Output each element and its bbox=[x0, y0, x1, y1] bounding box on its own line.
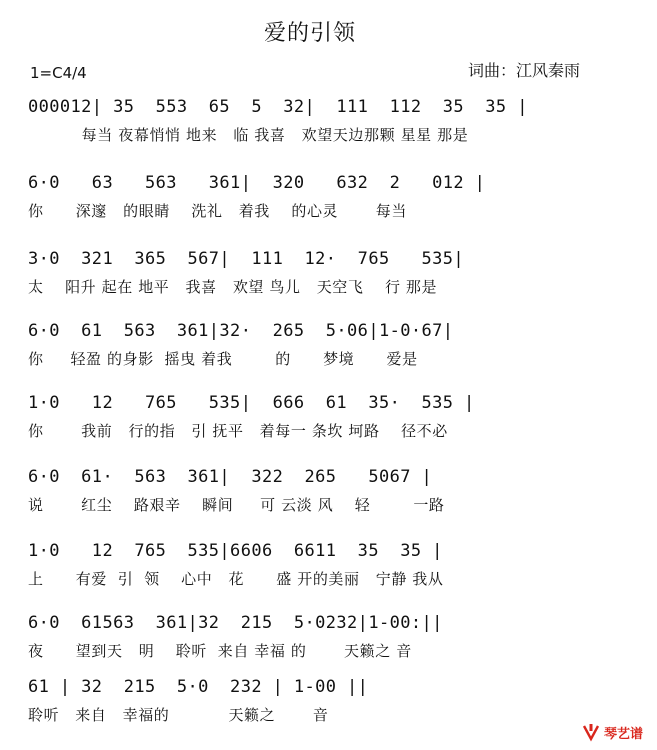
lyric-line: 夜 望到天 明 聆听 来自 幸福 的 天籁之 音 bbox=[28, 642, 412, 660]
notes-line: 6·0 63 563 361| 320 632 2 012 | bbox=[28, 173, 486, 193]
lyric-line: 你 轻盈 的身影 摇曳 着我 的 梦境 爱是 bbox=[28, 350, 418, 368]
lyric-line: 聆听 来自 幸福的 天籁之 音 bbox=[28, 706, 329, 724]
lyric-line: 你 我前 行的指 引 抚平 着每一 条坎 坷路 径不必 bbox=[28, 422, 448, 440]
piano-key-icon bbox=[581, 722, 601, 742]
site-logo bbox=[581, 722, 643, 742]
notes-line: 61 | 32 215 5·0 232 | 1-00 || bbox=[28, 677, 369, 697]
credit-line: 词曲：江风秦雨 bbox=[468, 61, 581, 80]
notes-line: 3·0 321 365 567| 111 12· 765 535| bbox=[28, 249, 465, 269]
lyric-line: 说 红尘 路艰辛 瞬间 可 云淡 风 轻 一路 bbox=[28, 496, 445, 514]
score-row-6 bbox=[0, 462, 657, 538]
logo-text: 琴艺谱 bbox=[603, 726, 643, 742]
notes-line: 000012| 35 553 65 5 32| 111 112 35 35 | bbox=[28, 97, 528, 117]
score-row-5 bbox=[0, 388, 657, 464]
score-row-7 bbox=[0, 536, 657, 612]
lyric-line: 太 阳升 起在 地平 我喜 欢望 鸟儿 天空飞 行 那是 bbox=[28, 278, 438, 296]
notes-line: 6·0 61 563 361|32· 265 5·06|1-0·67| bbox=[28, 321, 454, 341]
score-row-9 bbox=[0, 672, 657, 748]
notes-line: 1·0 12 765 535|6606 6611 35 35 | bbox=[28, 541, 443, 561]
key-signature: 1=C4/4 bbox=[30, 64, 87, 82]
lyric-line: 上 有爱 引 领 心中 花 盛 开的美丽 宁静 我从 bbox=[28, 570, 444, 588]
score-row-2 bbox=[0, 168, 657, 244]
notes-line: 6·0 61· 563 361| 322 265 5067 | bbox=[28, 467, 433, 487]
notes-line: 1·0 12 765 535| 666 61 35· 535 | bbox=[28, 393, 475, 413]
lyric-line: 你 深邃 的眼睛 洗礼 着我 的心灵 每当 bbox=[28, 202, 407, 220]
score-row-1 bbox=[0, 92, 657, 168]
score-row-3 bbox=[0, 244, 657, 320]
notes-line: 6·0 61563 361|32 215 5·0232|1-00:|| bbox=[28, 613, 443, 633]
lyric-line: 每当 夜幕悄悄 地来 临 我喜 欢望天边那颗 星星 那是 bbox=[28, 126, 469, 144]
score-row-4 bbox=[0, 316, 657, 392]
sheet-title: 爱的引领 bbox=[263, 21, 356, 46]
